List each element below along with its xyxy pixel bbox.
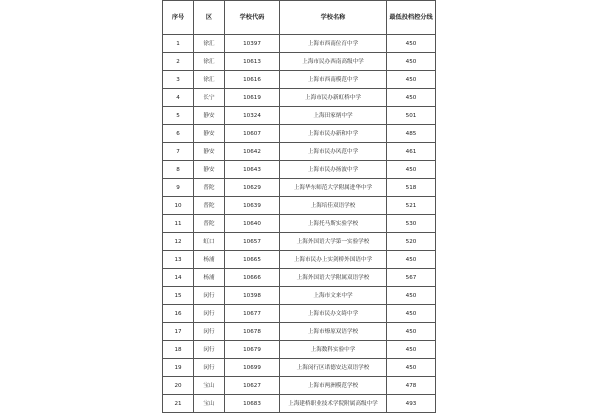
- cell-school-name: 上海外国语大学第一实验学校: [280, 233, 387, 251]
- cell-district: 闵行: [194, 323, 225, 341]
- cell-district: 静安: [194, 125, 225, 143]
- cell-no: 11: [163, 215, 194, 233]
- cell-score: 518: [387, 179, 436, 197]
- table-row: [163, 323, 436, 341]
- cell-district: 普陀: [194, 215, 225, 233]
- cell-school-name: 上海托马斯实验学校: [280, 215, 387, 233]
- cell-school-name: 上海数科实验中学: [280, 341, 387, 359]
- cell-no: 5: [163, 107, 194, 125]
- table-row: [163, 269, 436, 287]
- cell-district: 闵行: [194, 305, 225, 323]
- cell-school-name: 上海市两洲模范学校: [280, 377, 387, 395]
- cell-score: 450: [387, 287, 436, 305]
- cell-district: 静安: [194, 143, 225, 161]
- table-row: [163, 179, 436, 197]
- cell-no: 15: [163, 287, 194, 305]
- cell-district: 宝山: [194, 377, 225, 395]
- cell-school-name: 上海市民办文绮中学: [280, 305, 387, 323]
- cell-score: 478: [387, 377, 436, 395]
- table-row: [163, 53, 436, 71]
- cell-district: 闵行: [194, 287, 225, 305]
- cell-score: 450: [387, 359, 436, 377]
- table-row: [163, 287, 436, 305]
- header-name: 学校名称: [280, 1, 387, 35]
- cell-score: 493: [387, 395, 436, 413]
- cell-district: 静安: [194, 161, 225, 179]
- cell-district: 长宁: [194, 89, 225, 107]
- table-body: [163, 35, 436, 413]
- cell-code: 10398: [225, 287, 280, 305]
- cell-score: 450: [387, 89, 436, 107]
- cell-school-name: 上海市民办风范中学: [280, 143, 387, 161]
- cell-no: 19: [163, 359, 194, 377]
- cell-code: 10699: [225, 359, 280, 377]
- table-row: [163, 161, 436, 179]
- cell-no: 18: [163, 341, 194, 359]
- cell-school-name: 上海市民办上实剑桥外国语中学: [280, 251, 387, 269]
- cell-no: 1: [163, 35, 194, 53]
- cell-no: 9: [163, 179, 194, 197]
- cell-school-name: 上海市民办新虹桥中学: [280, 89, 387, 107]
- cell-score: 450: [387, 161, 436, 179]
- cell-school-name: 上海市西南位育中学: [280, 35, 387, 53]
- cell-district: 普陀: [194, 197, 225, 215]
- cell-score: 450: [387, 35, 436, 53]
- cell-no: 8: [163, 161, 194, 179]
- cell-school-name: 上海市西南模范中学: [280, 71, 387, 89]
- cell-district: 静安: [194, 107, 225, 125]
- header-no: 序号: [163, 1, 194, 35]
- cell-code: 10607: [225, 125, 280, 143]
- cell-code: 10627: [225, 377, 280, 395]
- table-row: [163, 143, 436, 161]
- table-row: [163, 107, 436, 125]
- cell-code: 10678: [225, 323, 280, 341]
- cell-school-name: 上海外国语大学附属双语学校: [280, 269, 387, 287]
- cell-score: 450: [387, 251, 436, 269]
- cell-district: 杨浦: [194, 251, 225, 269]
- admission-score-table: [162, 0, 436, 413]
- cell-code: 10397: [225, 35, 280, 53]
- table-row: [163, 233, 436, 251]
- cell-code: 10639: [225, 197, 280, 215]
- table-row: [163, 197, 436, 215]
- cell-code: 10613: [225, 53, 280, 71]
- cell-score: 450: [387, 71, 436, 89]
- table-row: [163, 215, 436, 233]
- cell-score: 521: [387, 197, 436, 215]
- cell-code: 10665: [225, 251, 280, 269]
- cell-score: 461: [387, 143, 436, 161]
- cell-district: 闵行: [194, 359, 225, 377]
- table-row: [163, 377, 436, 395]
- cell-code: 10619: [225, 89, 280, 107]
- cell-score: 567: [387, 269, 436, 287]
- table-row: [163, 251, 436, 269]
- cell-district: 闵行: [194, 341, 225, 359]
- cell-district: 宝山: [194, 395, 225, 413]
- cell-score: 450: [387, 341, 436, 359]
- cell-district: 虹口: [194, 233, 225, 251]
- cell-no: 4: [163, 89, 194, 107]
- cell-code: 10657: [225, 233, 280, 251]
- cell-no: 21: [163, 395, 194, 413]
- cell-school-name: 上海市燎原双语学校: [280, 323, 387, 341]
- cell-school-name: 上海田家炳中学: [280, 107, 387, 125]
- cell-school-name: 上海建桥职业技术学院附属高级中学: [280, 395, 387, 413]
- cell-school-name: 上海培佳双语学校: [280, 197, 387, 215]
- cell-code: 10629: [225, 179, 280, 197]
- table-row: [163, 341, 436, 359]
- table-row: [163, 359, 436, 377]
- cell-district: 徐汇: [194, 71, 225, 89]
- cell-code: 10642: [225, 143, 280, 161]
- cell-no: 16: [163, 305, 194, 323]
- cell-no: 6: [163, 125, 194, 143]
- table-row: [163, 305, 436, 323]
- table-row: [163, 71, 436, 89]
- cell-score: 450: [387, 323, 436, 341]
- cell-school-name: 上海市民办扬波中学: [280, 161, 387, 179]
- cell-no: 12: [163, 233, 194, 251]
- cell-code: 10666: [225, 269, 280, 287]
- cell-school-name: 上海市民办新和中学: [280, 125, 387, 143]
- cell-score: 450: [387, 53, 436, 71]
- header-row: [163, 1, 436, 35]
- cell-score: 450: [387, 305, 436, 323]
- cell-code: 10616: [225, 71, 280, 89]
- table-row: [163, 89, 436, 107]
- table-row: [163, 35, 436, 53]
- cell-no: 10: [163, 197, 194, 215]
- table-row: [163, 395, 436, 413]
- cell-score: 530: [387, 215, 436, 233]
- cell-code: 10677: [225, 305, 280, 323]
- cell-district: 徐汇: [194, 53, 225, 71]
- cell-district: 杨浦: [194, 269, 225, 287]
- cell-no: 3: [163, 71, 194, 89]
- cell-school-name: 上海华东师范大学附属进华中学: [280, 179, 387, 197]
- header-code: 学校代码: [225, 1, 280, 35]
- table-row: [163, 125, 436, 143]
- cell-no: 13: [163, 251, 194, 269]
- cell-school-name: 上海市民办西南高级中学: [280, 53, 387, 71]
- cell-district: 普陀: [194, 179, 225, 197]
- cell-code: 10679: [225, 341, 280, 359]
- header-score: 最低投档控分线: [387, 1, 436, 35]
- cell-code: 10683: [225, 395, 280, 413]
- cell-school-name: 上海闵行区诺德安达双语学校: [280, 359, 387, 377]
- cell-score: 485: [387, 125, 436, 143]
- cell-no: 7: [163, 143, 194, 161]
- cell-district: 徐汇: [194, 35, 225, 53]
- cell-code: 10324: [225, 107, 280, 125]
- cell-no: 20: [163, 377, 194, 395]
- cell-code: 10643: [225, 161, 280, 179]
- cell-code: 10640: [225, 215, 280, 233]
- cell-school-name: 上海市文来中学: [280, 287, 387, 305]
- header-district: 区: [194, 1, 225, 35]
- cell-score: 501: [387, 107, 436, 125]
- cell-score: 520: [387, 233, 436, 251]
- cell-no: 2: [163, 53, 194, 71]
- cell-no: 17: [163, 323, 194, 341]
- cell-no: 14: [163, 269, 194, 287]
